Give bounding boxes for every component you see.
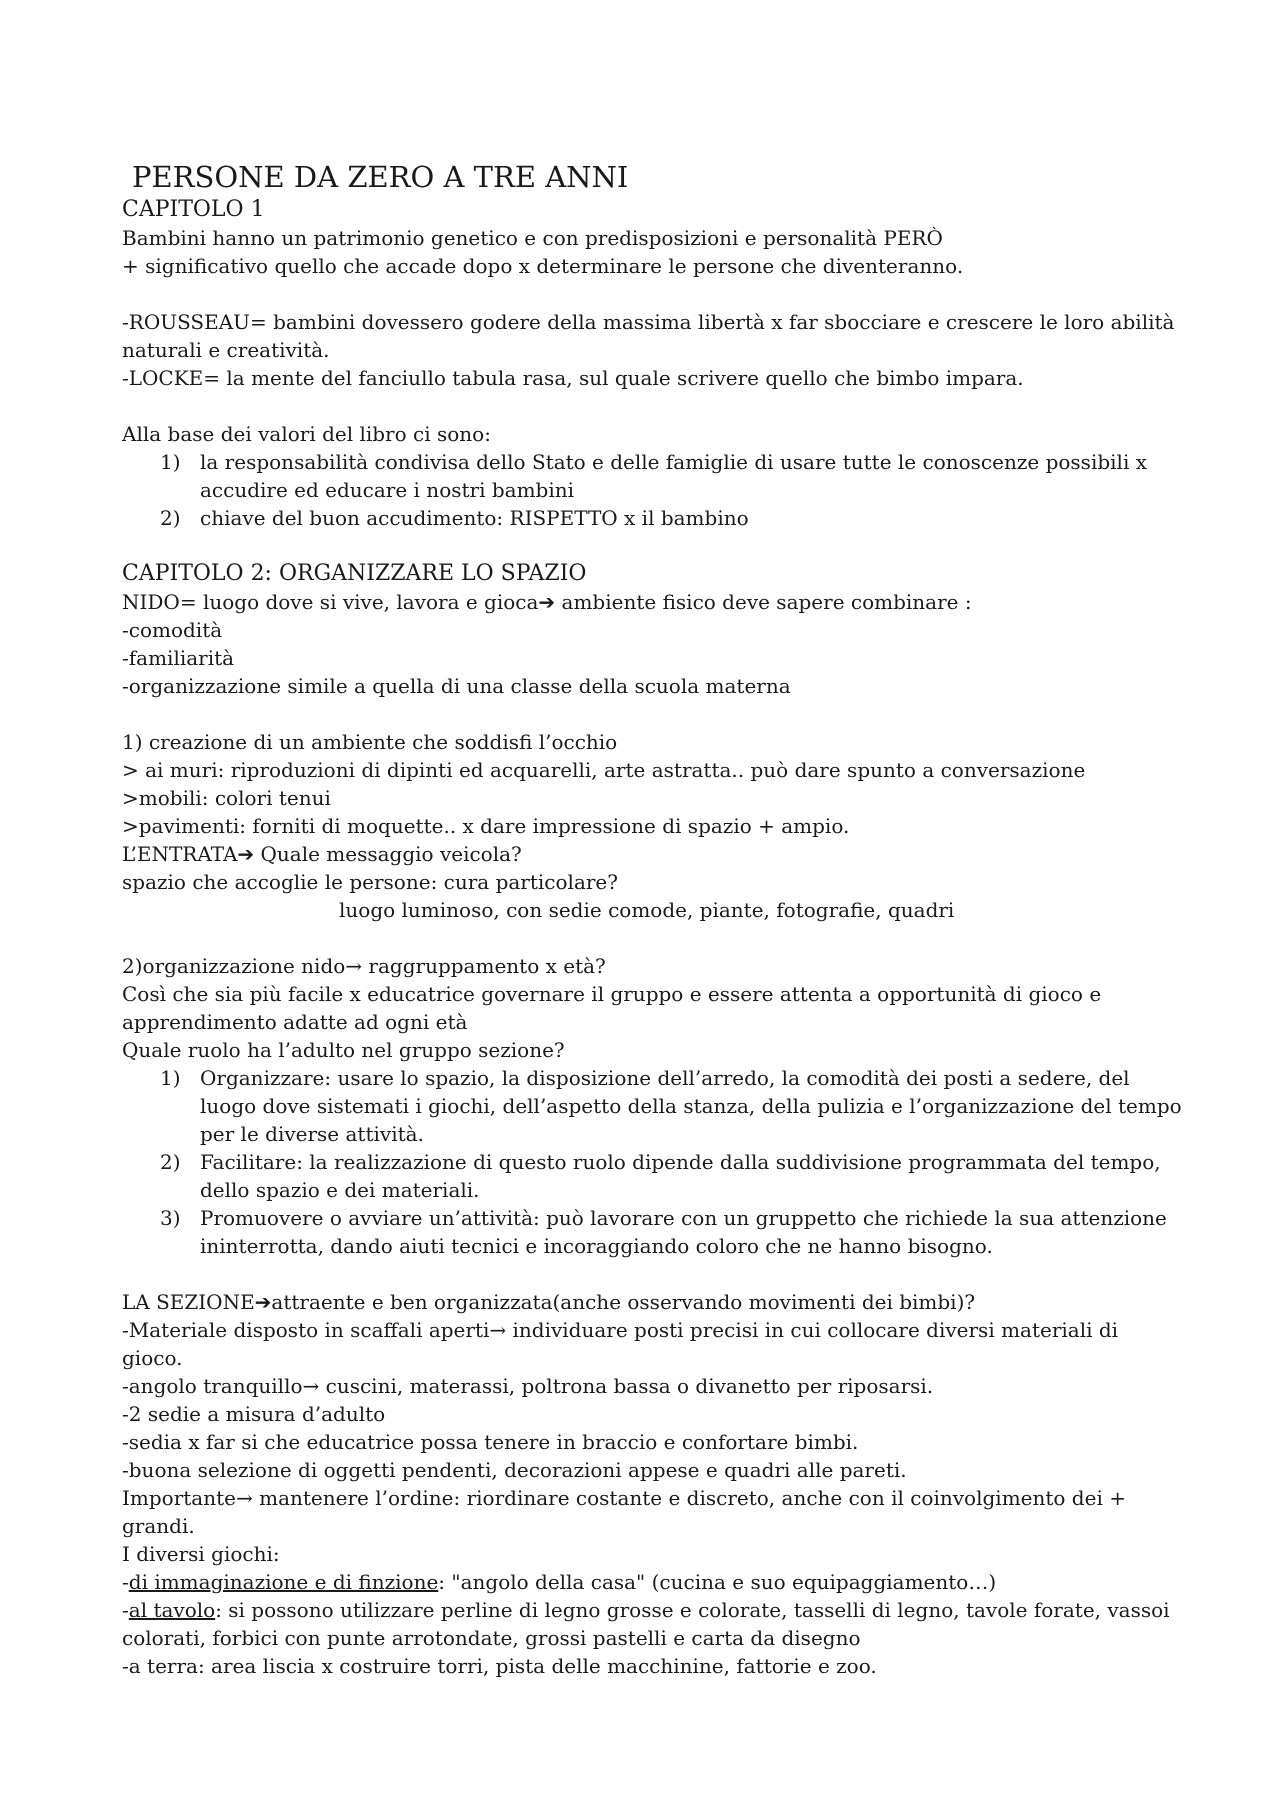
roles-list <box>122 1064 1182 1260</box>
section-2-title: 2)organizzazione nido→ raggruppamento x età? <box>122 954 606 978</box>
chapter-1-heading: CAPITOLO 1 <box>122 197 265 222</box>
game-description: : "angolo della casa" (cucina e suo equipaggiamento…) <box>438 1570 997 1594</box>
paragraph-significance: + significativo quello che accade dopo x determinare le persone che diventeranno. <box>122 254 964 278</box>
game-label: al tavolo <box>128 1598 216 1622</box>
adult-role-question: Quale ruolo ha l’adulto nel gruppo sezione? <box>122 1038 565 1062</box>
chapter-2-heading: CAPITOLO 2: ORGANIZZARE LO SPAZIO <box>122 561 587 586</box>
list-number: 2) <box>160 1150 181 1174</box>
entrance-question: L’ENTRATA➔ Quale messaggio veicola? <box>122 842 522 866</box>
combine-item: -comodità <box>122 618 223 642</box>
list-item-text: Promuovere o avviare un’attività: può lavorare con un gruppetto che richiede la sua attenzione ininterrotta, dando aiuti tecnici e incoraggiando coloro che ne hanno bisogno. <box>200 1206 1167 1258</box>
welcome-space-note: spazio che accoglie le persone: cura particolare? <box>122 870 618 894</box>
list-number: 2) <box>160 506 181 530</box>
grouping-explanation: Così che sia più facile x educatrice governare il gruppo e essere attenta a opportunità di gioco e apprendimento adatte ad ogni età <box>122 982 1102 1034</box>
list-item <box>122 1064 1182 1148</box>
order-note: Importante→ mantenere l’ordine: riordinare costante e discreto, anche con il coinvolgimento dei + grandi. <box>122 1486 1126 1538</box>
values-intro: Alla base dei valori del libro ci sono: <box>122 422 491 446</box>
list-number: 1) <box>160 450 181 474</box>
games-intro: I diversi giochi: <box>122 1542 280 1566</box>
decorations-note: -buona selezione di oggetti pendenti, decorazioni appese e quadri alle pareti. <box>122 1458 907 1482</box>
list-number: 1) <box>160 1066 181 1090</box>
game-label: di immaginazione e di finzione <box>128 1570 439 1594</box>
bright-place-note: luogo luminoso, con sedie comode, piante, fotografie, quadri <box>339 898 955 922</box>
game-imagination: -di immaginazione e di finzione: "angolo della casa" (cucina e suo equipaggiamento…) <box>122 1570 997 1594</box>
walls-note: > ai muri: riproduzioni di dipinti ed acquarelli, arte astratta.. può dare spunto a conversazione <box>122 758 1086 782</box>
game-floor: -a terra: area liscia x costruire torri, pista delle macchinine, fattorie e zoo. <box>122 1654 877 1678</box>
comfort-chair-note: -sedia x far si che educatrice possa tenere in braccio e confortare bimbi. <box>122 1430 859 1454</box>
list-item <box>122 1204 1182 1260</box>
list-item-text: la responsabilità condivisa dello Stato e delle famiglie di usare tutte le conoscenze possibili x accudire ed educare i nostri bambini <box>200 450 1147 502</box>
material-note: -Materiale disposto in scaffali aperti→ individuare posti precisi in cui collocare diversi materiali di gioco. <box>122 1318 1119 1370</box>
locke-note: -LOCKE= la mente del fanciullo tabula rasa, sul quale scrivere quello che bimbo impara. <box>122 366 1024 390</box>
game-table: -al tavolo: si possono utilizzare perline di legno grosse e colorate, tasselli di legno, tavole forate, vassoi colorati, forbici con punte arrotondate, grossi pastelli e carta da disegno <box>122 1598 1170 1650</box>
document-title: PERSONE DA ZERO A TRE ANNI <box>132 160 629 194</box>
combine-item: -organizzazione simile a quella di una classe della scuola materna <box>122 674 791 698</box>
adult-chairs-note: -2 sedie a misura d’adulto <box>122 1402 386 1426</box>
list-number: 3) <box>160 1206 181 1230</box>
nido-definition: NIDO= luogo dove si vive, lavora e gioca➔ ambiente fisico deve sapere combinare : <box>122 590 972 614</box>
quiet-corner-note: -angolo tranquillo→ cuscini, materassi, poltrona bassa o divanetto per riposarsi. <box>122 1374 934 1398</box>
list-item-text: Organizzare: usare lo spazio, la disposizione dell’arredo, la comodità dei posti a sedere, del luogo dove sistemati i giochi, dell’aspetto della stanza, della pulizia e l’organizzazione del tempo per le diverse attività. <box>200 1066 1182 1146</box>
floors-note: >pavimenti: forniti di moquette.. x dare impressione di spazio + ampio. <box>122 814 850 838</box>
list-item <box>122 1148 1182 1204</box>
section-heading-sezione: LA SEZIONE➔attraente e ben organizzata(anche osservando movimenti dei bimbi)? <box>122 1290 976 1314</box>
combine-item: -familiarità <box>122 646 235 670</box>
list-item <box>122 504 1182 532</box>
paragraph-genetics: Bambini hanno un patrimonio genetico e con predisposizioni e personalità PERÒ <box>122 226 943 250</box>
furniture-note: >mobili: colori tenui <box>122 786 331 810</box>
list-item-text: chiave del buon accudimento: RISPETTO x il bambino <box>200 506 749 530</box>
document-body <box>122 158 1182 1680</box>
rousseau-note: -ROUSSEAU= bambini dovessero godere della massima libertà x far sbocciare e crescere le loro abilità naturali e creatività. <box>122 310 1175 362</box>
section-1-title: 1) creazione di un ambiente che soddisfi l’occhio <box>122 730 618 754</box>
values-list <box>122 448 1182 532</box>
game-description: : si possono utilizzare perline di legno grosse e colorate, tasselli di legno, tavole forate, vassoi colorati, forbici con punte arrotondate, grossi pastelli e carta da disegno <box>122 1598 1170 1650</box>
list-item-text: Facilitare: la realizzazione di questo ruolo dipende dalla suddivisione programmata del tempo, dello spazio e dei materiali. <box>200 1150 1161 1202</box>
list-item <box>122 448 1182 504</box>
